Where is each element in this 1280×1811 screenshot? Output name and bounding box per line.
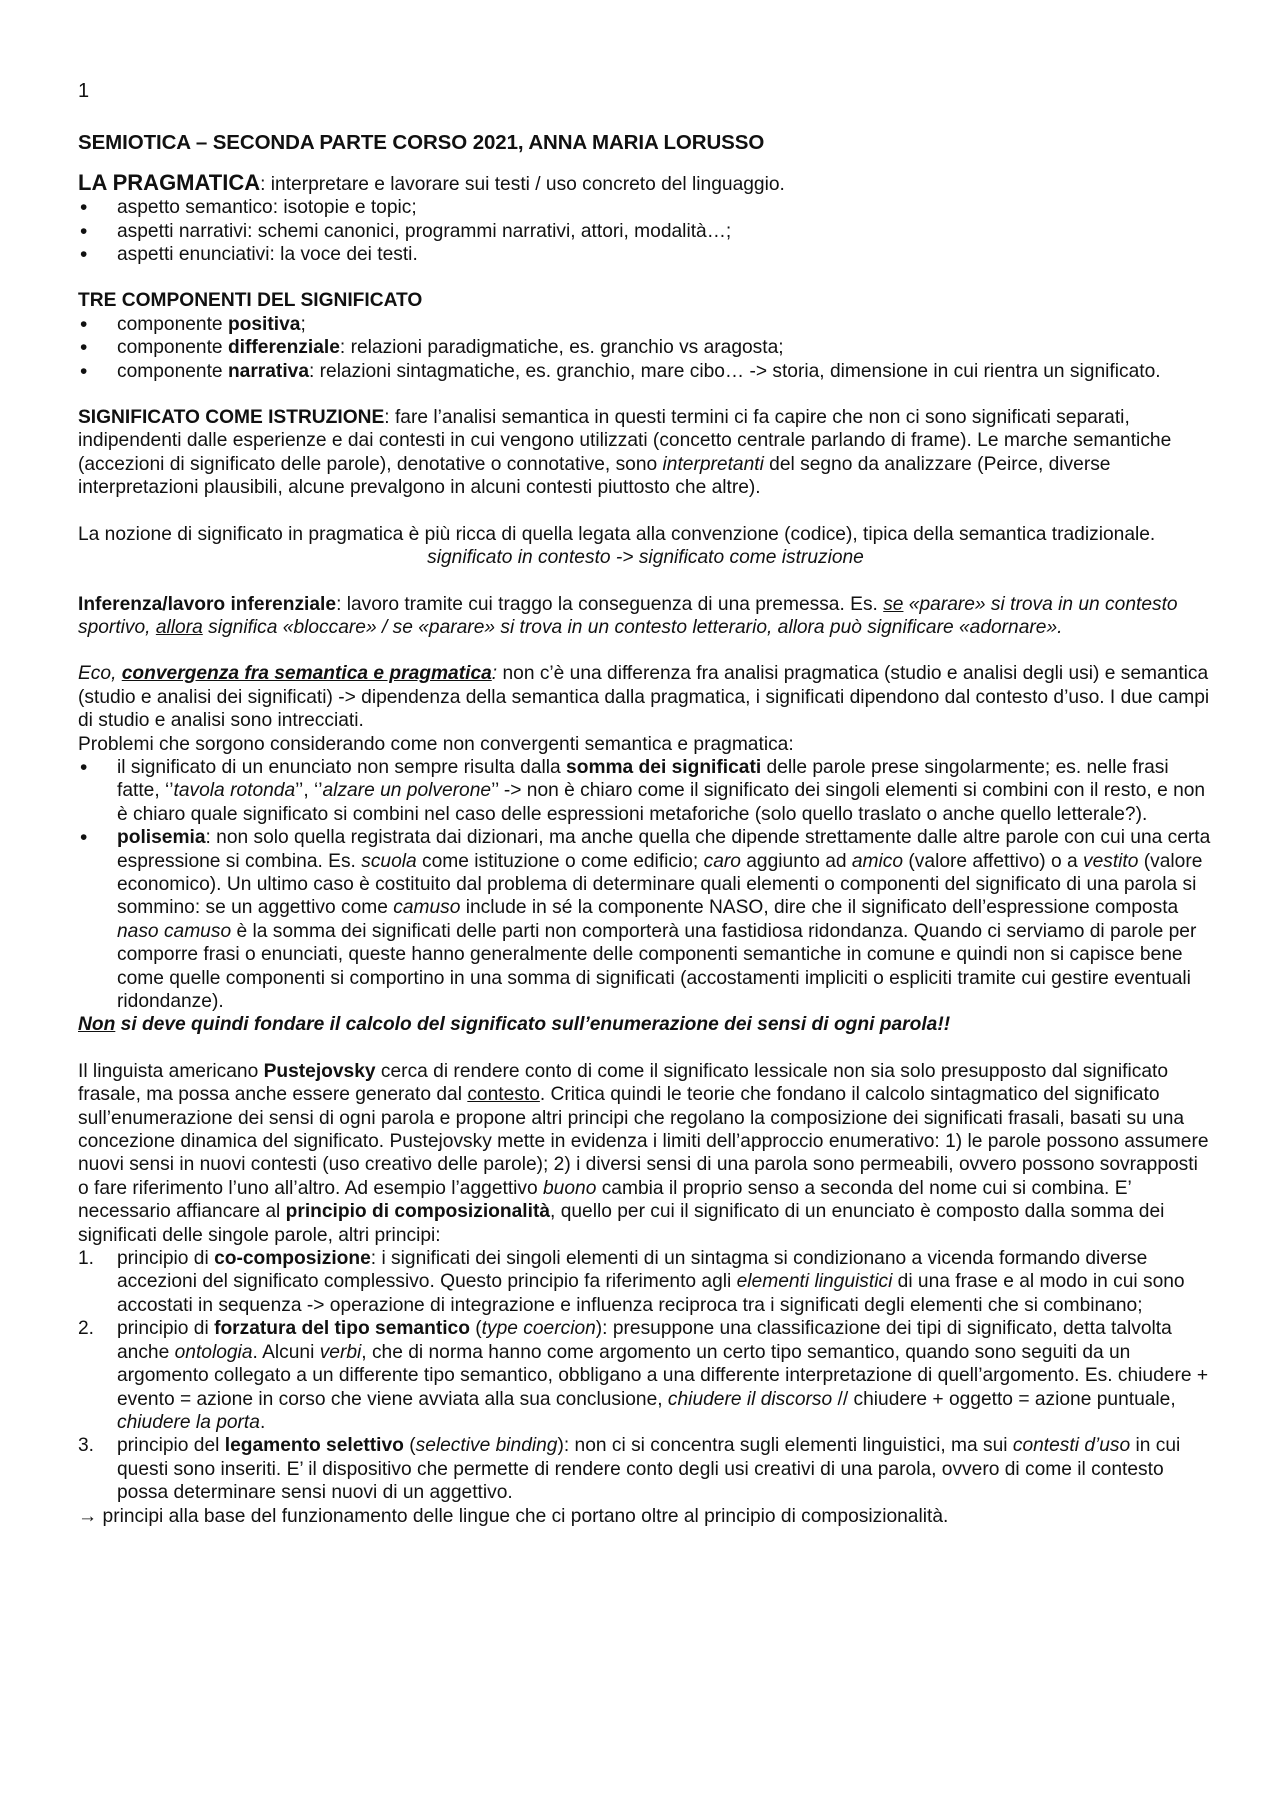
page-number: 1	[78, 80, 90, 102]
eco-paragraph: Eco, convergenza fra semantica e pragmatica: non c’è una differenza fra analisi pragmatica (studio e analisi degli usi) e semantica (studio e analisi dei significati) -> dipendenza della semantica dalla pragmatica, i significati dipendono dal contesto d’uso. I due campi di studio e analisi sono intrecciati.	[78, 663, 1210, 732]
list-item: • componente narrativa: relazioni sintagmatiche, es. granchio, mare cibo… -> storia, dimensione in cui rientra un significato.	[78, 360, 1213, 383]
tre-componenti-list	[78, 313, 1213, 383]
pragmatica-paragraph	[78, 171, 1213, 196]
document-title: SEMIOTICA – SECONDA PARTE CORSO 2021, ANNA MARIA LORUSSO	[78, 131, 765, 155]
istruzione-heading: SIGNIFICATO COME ISTRUZIONE	[78, 407, 385, 429]
pragmatica-heading: LA PRAGMATICA	[78, 169, 261, 195]
list-item: • aspetti enunciativi: la voce dei testi.	[78, 243, 1213, 266]
principi-list	[78, 1247, 1213, 1504]
conclusion-statement: Non si deve quindi fondare il calcolo del significato sull’enumerazione dei sensi di ogni parola!!	[78, 1014, 951, 1036]
nozione-centered-formula: significato in contesto -> significato come istruzione	[427, 547, 864, 569]
final-statement: → principi alla base del funzionamento delle lingue che ci portano oltre al principio di composizionalità.	[78, 1505, 949, 1527]
tre-componenti-heading: TRE COMPONENTI DEL SIGNIFICATO	[78, 290, 423, 312]
arrow-right-icon: →	[78, 1505, 98, 1527]
eco-heading: convergenza fra semantica e pragmatica	[121, 663, 492, 685]
list-item: • aspetti narrativi: schemi canonici, programmi narrativi, attori, modalità…;	[78, 220, 1213, 243]
list-item: • aspetto semantico: isotopie e topic;	[78, 196, 1213, 219]
list-item: • il significato di un enunciato non sempre risulta dalla somma dei significati delle parole prese singolarmente; es. nelle frasi fatte, ‘’tavola rotonda’’, ‘’alzare un polverone’’ -> non è chiaro come il significato dei singoli elementi si combini con il resto, e non è chiaro quale significato si combini nel caso delle espressioni metaforiche (solo quello traslato o anche quello letterale?).	[78, 756, 1213, 826]
list-item: • componente positiva;	[78, 313, 1213, 336]
inferenza-paragraph: Inferenza/lavoro inferenziale: lavoro tramite cui traggo la conseguenza di una premessa. Es. se «parare» si trova in un contesto sportivo, allora significa «bloccare» / se «parare» si trova in un contesto letterario, allora può significare «adornare».	[78, 593, 1178, 638]
document-page	[78, 80, 1213, 1528]
nozione-paragraph: La nozione di significato in pragmatica è più ricca di quella legata alla convenzione (codice), tipica della semantica tradizionale.	[78, 523, 1156, 545]
list-item: • polisemia: non solo quella registrata dai dizionari, ma anche quella che dipende strettamente dalle altre parole con cui una certa espressione si combina. Es. scuola come istituzione o come edificio; caro aggiunto ad amico (valore affettivo) o a vestito (valore economico). Un ultimo caso è costituito dal problema di determinare quali elementi o componenti del significato di una parola si sommino: se un aggettivo come camuso include in sé la componente NASO, dire che il significato dell’espressione composta naso camuso è la somma dei significati delle parti non comporterà una fastidiosa ridondanza. Quando ci serviamo di parole per comporre frasi o enunciati, queste hanno generalmente delle componenti semantiche in comune e quindi non si capisce bene come quelle componenti si comportino in una somma di significati (accostamenti impliciti o espliciti tramite cui gestire eventuali ridondanze).	[78, 826, 1213, 1013]
problemi-list	[78, 756, 1213, 1013]
list-item: 2. principio di forzatura del tipo semantico (type coercion): presuppone una classificazione dei tipi di significato, detta talvolta anche ontologia. Alcuni verbi, che di norma hanno come argomento un certo tipo semantico, quando sono seguiti da un argomento collegato a un differente tipo semantico, obbligano a una differente interpretazione di quell’argomento. Es. chiudere + evento = azione in corso che viene avviata alla sua conclusione, chiudere il discorso // chiudere + oggetto = azione puntuale, chiudere la porta.	[78, 1318, 1209, 1433]
istruzione-paragraph: SIGNIFICATO COME ISTRUZIONE: fare l’analisi semantica in questi termini ci fa capire che non ci sono significati separati, indipendenti dalle esperienze e dai contesti in cui vengono utilizzati (concetto centrale parlando di frame). Le marche semantiche (accezioni di significato delle parole), denotative o connotative, sono interpretanti del segno da analizzare (Peirce, diverse interpretazioni plausibili, alcune prevalgono in alcuni contesti piuttosto che altre).	[78, 407, 1172, 499]
pustejovsky-paragraph: Il linguista americano Pustejovsky cerca di rendere conto di come il significato lessicale non sia solo presupposto dal significato frasale, ma possa anche essere generato dal contesto. Critica quindi le teorie che fondano il calcolo sintagmatico del significato sull’enumerazione dei sensi di ogni parola e propone altri principi che regolano la composizione dei significati frasali, basati su una concezione dinamica del significato. Pustejovsky mette in evidenza i limiti dell’approccio enumerativo: 1) le parole possono assumere nuovi sensi in nuovi contesti (uso creativo delle parole); 2) i diversi sensi di una parola sono permeabili, ovvero possono sovrapposti o fare riferimento l’uno all’altro. Ad esempio l’aggettivo buono cambia il proprio senso a seconda del nome cui si combina. E’ necessario affiancare al principio di composizionalità, quello per cui il significato di un enunciato è composto dalla somma dei significati delle singole parole, altri principi:	[78, 1060, 1209, 1246]
problemi-intro: Problemi che sorgono considerando come non convergenti semantica e pragmatica:	[78, 733, 794, 755]
pragmatica-list	[78, 196, 1213, 266]
list-item: • componente differenziale: relazioni paradigmatiche, es. granchio vs aragosta;	[78, 336, 1213, 359]
list-item: 1. principio di co-composizione: i significati dei singoli elementi di un sintagma si condizionano a vicenda formando diverse accezioni del significato complessivo. Questo principio fa riferimento agli elementi linguistici di una frase e al modo in cui sono accostati in sequenza -> operazione di integrazione e influenza reciproca tra i significati degli elementi che si combinano;	[78, 1248, 1185, 1316]
inferenza-heading: Inferenza/lavoro inferenziale	[78, 593, 337, 615]
pragmatica-intro: : interpretare e lavorare sui testi / uso concreto del linguaggio.	[260, 173, 785, 195]
list-item: 3. principio del legamento selettivo (selective binding): non ci si concentra sugli elementi linguistici, ma sui contesti d’uso in cui questi sono inseriti. E’ il dispositivo che permette di rendere conto degli usi creativi di una parola, ovvero di come il contesto possa determinare sensi nuovi di un aggettivo.	[78, 1435, 1181, 1504]
